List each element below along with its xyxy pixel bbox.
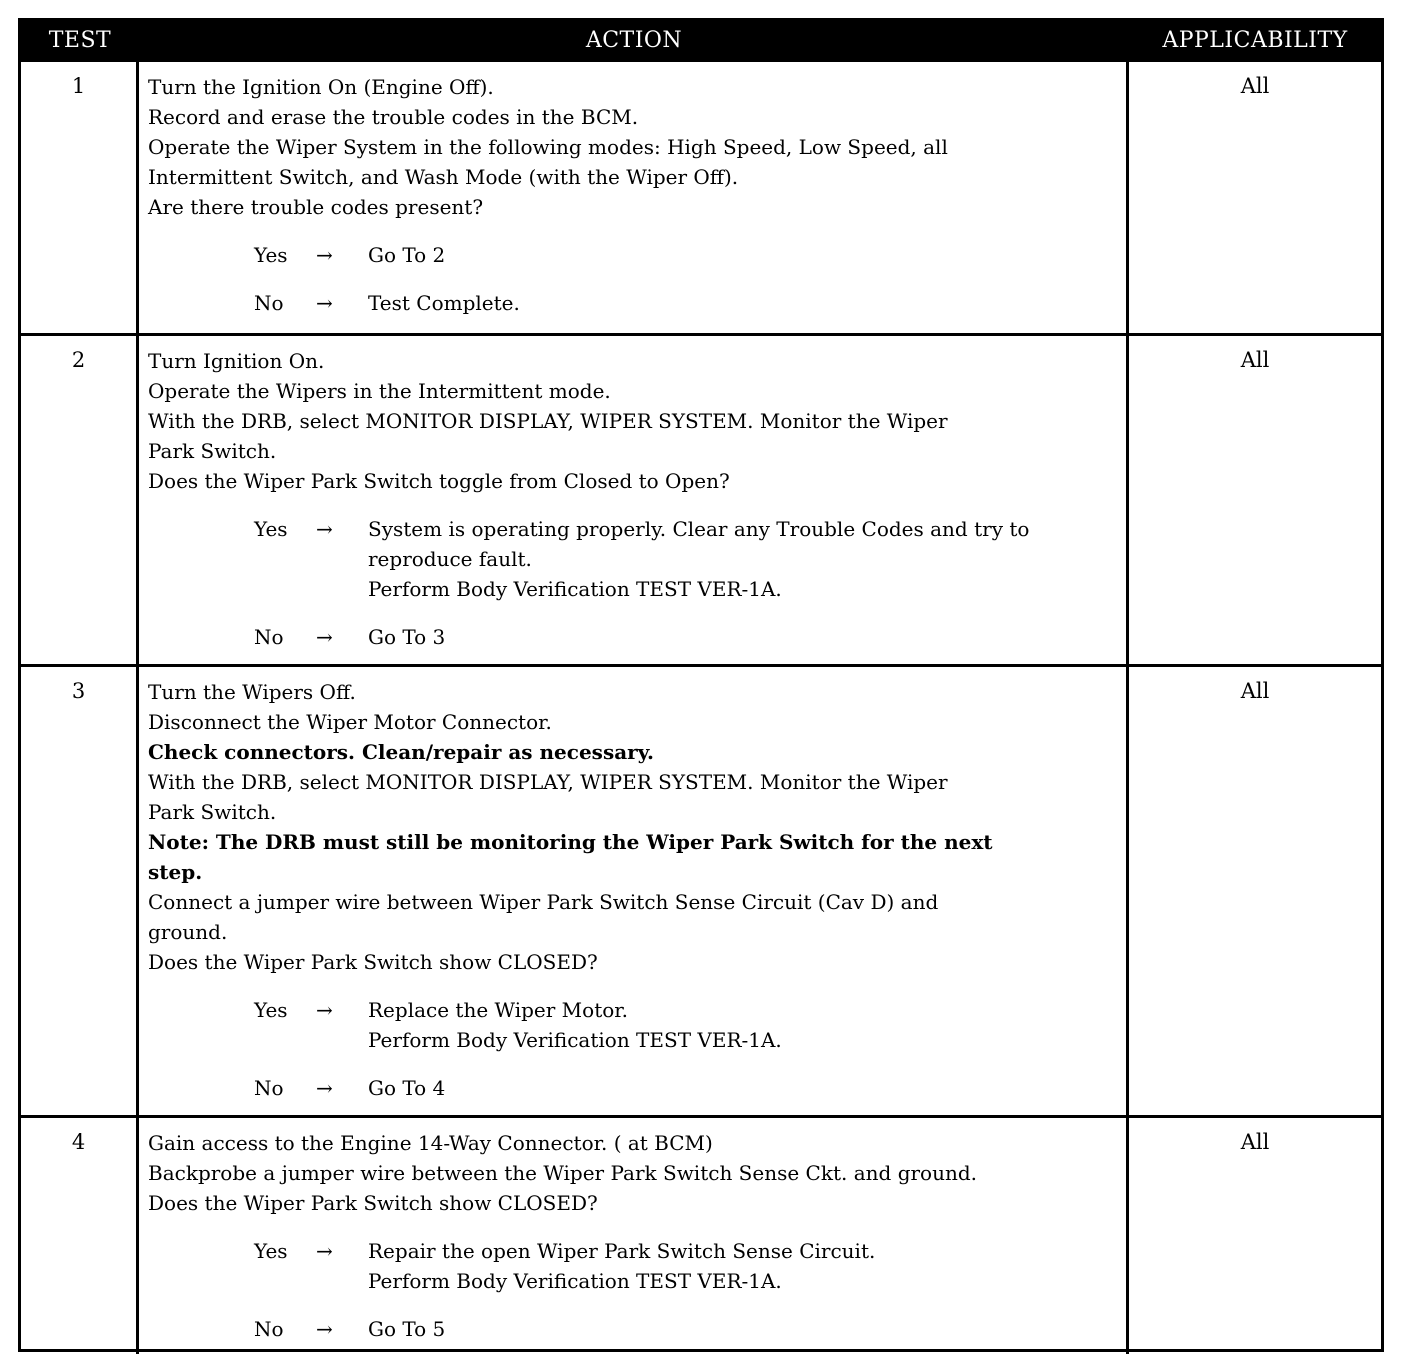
- table-header-row: [21, 21, 1381, 62]
- yes-outcome: [148, 514, 1118, 604]
- right-arrow-icon: →: [316, 1076, 333, 1100]
- applicability-cell: All: [1240, 348, 1270, 372]
- table-body: [21, 62, 1381, 1354]
- action-line: Does the Wiper Park Switch show CLOSED?: [148, 1191, 598, 1215]
- outcome-answer: No: [254, 291, 284, 315]
- test-row: [21, 62, 1381, 333]
- right-arrow-icon: →: [316, 625, 333, 649]
- yes-outcome: [148, 995, 1118, 1055]
- action-line: Record and erase the trouble codes in the BCM.: [148, 105, 639, 129]
- outcome-result: [368, 240, 1118, 270]
- outcome-result-line: Go To 4: [368, 1076, 446, 1100]
- outcome-result-line: Replace the Wiper Motor.: [368, 998, 628, 1022]
- outcome-result: [368, 995, 1118, 1055]
- action-line: Turn the Ignition On (Engine Off).: [148, 75, 494, 99]
- outcome-result-line: Go To 5: [368, 1317, 446, 1341]
- action-note: Check connectors. Clean/repair as necessary.: [148, 740, 654, 764]
- outcome-result: [368, 288, 1118, 318]
- no-outcome: [148, 1314, 1118, 1344]
- action-line: With the DRB, select MONITOR DISPLAY, WIPER SYSTEM. Monitor the Wiper: [148, 770, 948, 794]
- outcome-result-line: Perform Body Verification TEST VER-1A.: [368, 1269, 782, 1293]
- outcome-result: [368, 514, 1118, 604]
- action-line: Connect a jumper wire between Wiper Park Switch Sense Circuit (Cav D) and: [148, 890, 939, 914]
- outcome-result: [368, 622, 1118, 652]
- test-row: [21, 1115, 1381, 1354]
- action-line: Park Switch.: [148, 800, 277, 824]
- outcome-answer: Yes: [254, 1239, 288, 1263]
- outcome-result-line: Perform Body Verification TEST VER-1A.: [368, 1028, 782, 1052]
- test-row: [21, 333, 1381, 664]
- action-line: Disconnect the Wiper Motor Connector.: [148, 710, 552, 734]
- header-test: TEST: [48, 27, 112, 53]
- action-line: Turn the Wipers Off.: [148, 680, 356, 704]
- outcome-answer: No: [254, 1076, 284, 1100]
- outcome-result-line: Perform Body Verification TEST VER-1A.: [368, 577, 782, 601]
- test-number: 1: [21, 62, 139, 333]
- action-note: step.: [148, 860, 203, 884]
- header-action: ACTION: [585, 27, 683, 53]
- outcome-result-line: Test Complete.: [368, 291, 520, 315]
- action-line: Are there trouble codes present?: [148, 195, 484, 219]
- applicability-cell: All: [1240, 1130, 1270, 1154]
- outcome-result-line: reproduce fault.: [368, 547, 532, 571]
- right-arrow-icon: →: [316, 1317, 333, 1341]
- action-note: Note: The DRB must still be monitoring the Wiper Park Switch for the next: [148, 830, 993, 854]
- action-line: Turn Ignition On.: [148, 349, 325, 373]
- action-line: Does the Wiper Park Switch toggle from Closed to Open?: [148, 469, 730, 493]
- outcome-result-line: Repair the open Wiper Park Switch Sense Circuit.: [368, 1239, 876, 1263]
- header-applicability: APPLICABILITY: [1162, 27, 1348, 53]
- action-line: Operate the Wiper System in the following modes: High Speed, Low Speed, all: [148, 135, 948, 159]
- outcome-result-line: Go To 3: [368, 625, 446, 649]
- outcome-result-line: System is operating properly. Clear any Trouble Codes and try to: [368, 517, 1030, 541]
- right-arrow-icon: →: [316, 517, 333, 541]
- outcome-answer: No: [254, 1317, 284, 1341]
- action-line: Does the Wiper Park Switch show CLOSED?: [148, 950, 598, 974]
- action-line: ground.: [148, 920, 228, 944]
- no-outcome: [148, 1073, 1118, 1103]
- outcome-answer: Yes: [254, 517, 288, 541]
- outcome-answer: Yes: [254, 243, 288, 267]
- right-arrow-icon: →: [316, 243, 333, 267]
- action-line: Backprobe a jumper wire between the Wiper Park Switch Sense Ckt. and ground.: [148, 1161, 978, 1185]
- outcome-result-line: Go To 2: [368, 243, 446, 267]
- right-arrow-icon: →: [316, 1239, 333, 1263]
- action-line: Operate the Wipers in the Intermittent mode.: [148, 379, 611, 403]
- action-cell: [139, 336, 1129, 664]
- yes-outcome: [148, 240, 1118, 270]
- action-line: With the DRB, select MONITOR DISPLAY, WIPER SYSTEM. Monitor the Wiper: [148, 409, 948, 433]
- test-row: [21, 664, 1381, 1115]
- outcome-result: [368, 1073, 1118, 1103]
- applicability-cell: All: [1240, 74, 1270, 98]
- action-line: Park Switch.: [148, 439, 277, 463]
- outcome-answer: No: [254, 625, 284, 649]
- right-arrow-icon: →: [316, 998, 333, 1022]
- test-number: 2: [21, 336, 139, 664]
- action-cell: [139, 667, 1129, 1115]
- no-outcome: [148, 622, 1118, 652]
- action-cell: [139, 1118, 1129, 1354]
- test-number: 3: [21, 667, 139, 1115]
- yes-outcome: [148, 1236, 1118, 1296]
- action-line: Gain access to the Engine 14-Way Connector. ( at BCM): [148, 1131, 713, 1155]
- diagnostic-test-table: [18, 18, 1384, 1352]
- no-outcome: [148, 288, 1118, 318]
- action-cell: [139, 62, 1129, 333]
- outcome-result: [368, 1314, 1118, 1344]
- outcome-result: [368, 1236, 1118, 1296]
- action-line: Intermittent Switch, and Wash Mode (with the Wiper Off).: [148, 165, 739, 189]
- test-number: 4: [21, 1118, 139, 1354]
- right-arrow-icon: →: [316, 291, 333, 315]
- applicability-cell: All: [1240, 679, 1270, 703]
- outcome-answer: Yes: [254, 998, 288, 1022]
